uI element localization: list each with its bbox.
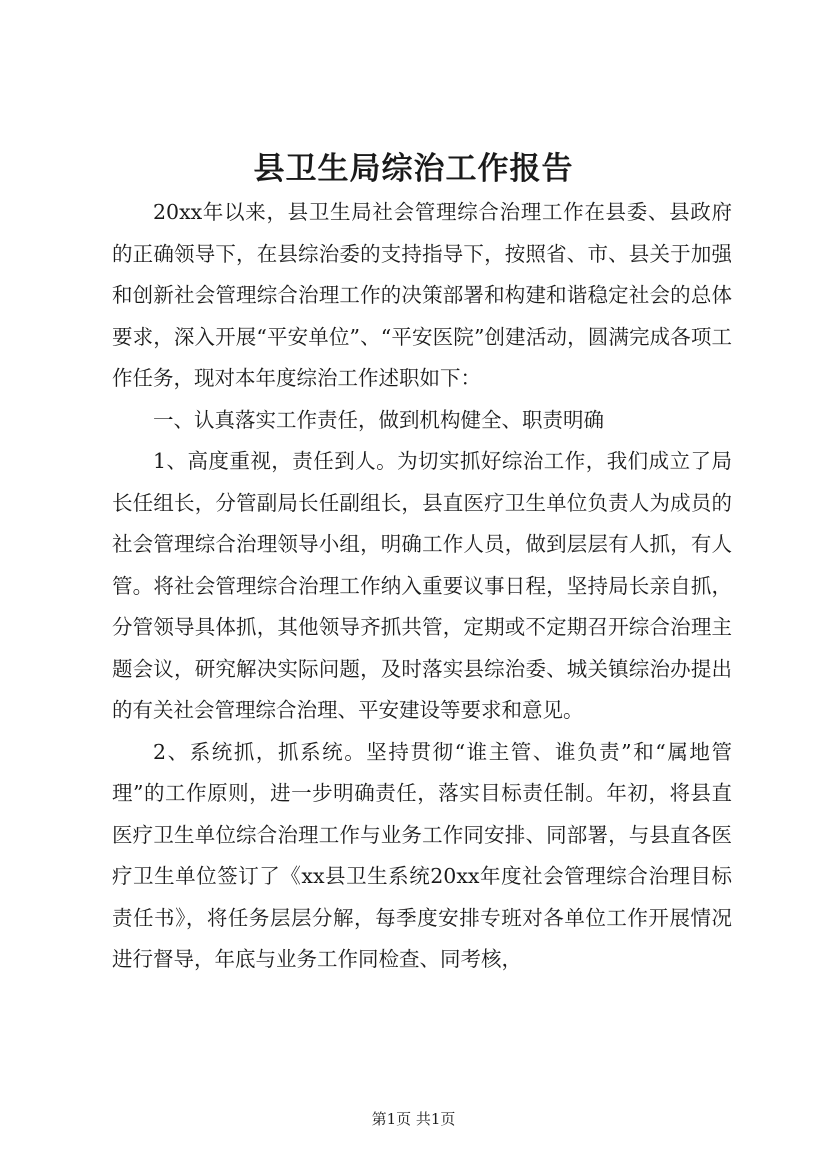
document-title: 县卫生局综治工作报告 (253, 151, 574, 187)
section-heading-1: 一、认真落实工作责任，做到机构健全、职责明确 (153, 407, 604, 432)
paragraph-intro: 20xx年以来，县卫生局社会管理综合治理工作在县委、县政府的正确领导下，在县综治委的支持指导下，按照省、市、县关于加强和创新社会管理综合治理工作的决策部署和构建和谐稳定社会的总体要求，深入开展“平安单位”、“平安医院”创建活动，圆满完成各项工作任务，现对本年度综治工作述职如下： (112, 200, 732, 390)
page-number-footer: 第1页 共1页 (371, 1110, 456, 1128)
paragraph-item-2: 2、系统抓，抓系统。坚持贯彻“谁主管、谁负责”和“属地管理”的工作原则，进一步明确责任，落实目标责任制。年初，将县直医疗卫生单位综合治理工作与业务工作同安排、同部署，与县直各医疗卫生单位签订了《xx县卫生系统20xx年度社会管理综合治理目标责任书》，将任务层层分解，每季度安排专班对各单位工作开展情况进行督导，年底与业务工作同检查、同考核， (112, 739, 732, 971)
document-body (112, 192, 732, 981)
paragraph-item-1: 1、高度重视，责任到人。为切实抓好综治工作，我们成立了局长任组长，分管副局长任副组长，县直医疗卫生单位负责人为成员的社会管理综合治理领导小组，明确工作人员，做到层层有人抓，有人管。将社会管理综合治理工作纳入重要议事日程，坚持局长亲自抓，分管领导具体抓，其他领导齐抓共管，定期或不定期召开综合治理主题会议，研究解决实际问题，及时落实县综治委、城关镇综治办提出的有关社会管理综合治理、平安建设等要求和意见。 (112, 449, 732, 722)
